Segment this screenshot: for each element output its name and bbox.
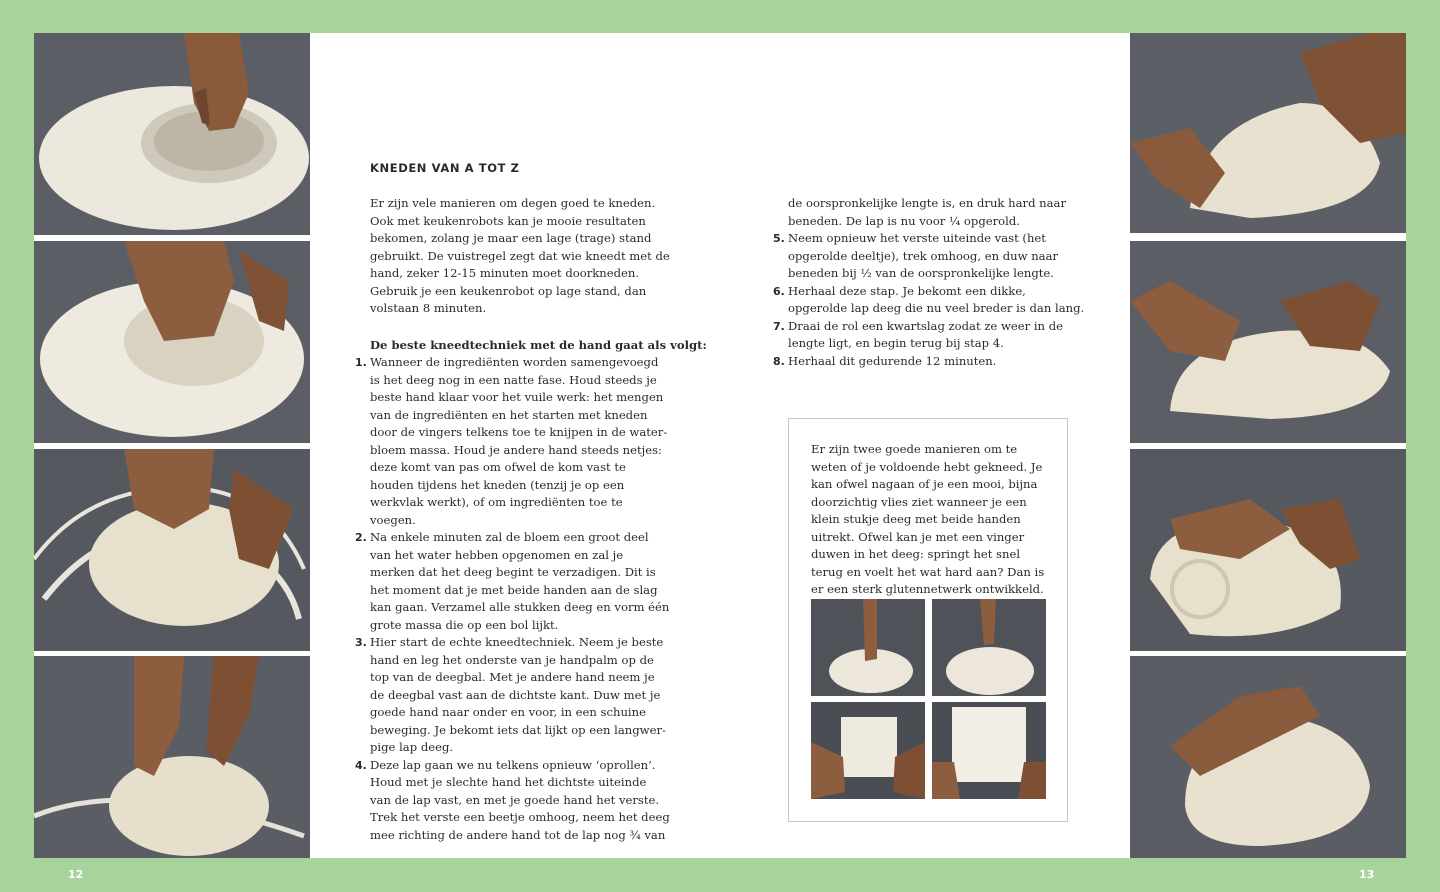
step-number: 6.	[773, 284, 785, 298]
step-text: Herhaal deze stap. Je bekomt een dikke, opgerolde lap deeg die nu veel breder is dan lang.	[788, 283, 1085, 315]
photo-mixing-flour	[34, 241, 310, 443]
intro-paragraph: Er zijn vele manieren om degen goed te kneden. Ook met keukenrobots kan je mooie resultaten bekomen, zolang je maar een lage (trage) stand gebruikt. De vuistregel zegt dat wie kneedt met de hand, zeker 12-15 minuten moet doorkneden. Gebruik je een keukenrobot op lage stand, dan volstaan 8 minuten.	[370, 196, 670, 315]
step-item	[773, 230, 1088, 283]
tip-photo-dough-spring	[932, 599, 1046, 696]
photo-shaggy-dough	[34, 449, 310, 651]
step-text: Herhaal dit gedurende 12 minuten.	[788, 353, 997, 368]
step-item	[773, 353, 1088, 371]
step-item	[355, 529, 670, 634]
step-item	[355, 757, 670, 845]
step-number: 2.	[355, 531, 367, 544]
step-number: 5.	[773, 232, 785, 245]
technique-subheading: De beste kneedtechniek met de hand gaat als volgt:	[370, 338, 707, 352]
step-number: 8.	[773, 354, 785, 368]
step-text: Neem opnieuw het verste uiteinde vast (het opgerolde deeltje), trek omhoog, en duw naar beneden bij ½ van de oorspronkelijke lengte.	[788, 231, 1059, 280]
step-number: 3.	[355, 636, 367, 649]
article-heading: KNEDEN VAN A TOT Z	[370, 161, 520, 175]
tip-photo-finger-press	[811, 599, 925, 696]
step-number: 4.	[355, 758, 367, 772]
step-text: Wanneer de ingrediënten worden samengevoegd is het deeg nog in een natte fase. Houd steeds je beste hand klaar voor het vuile werk: het mengen van de ingrediënten en het starten met kneden door de vingers telkens toe te knijpen in de water-bloem massa. Houd je andere hand steeds netjes: deze komt van pas om ofwel de kom vast te houden tijdens het kneden (tenzij je op een werkvlak werkt), of om ingrediënten toe te voegen.	[370, 355, 668, 527]
photo-gathering-dough	[34, 656, 310, 858]
photo-pushing-dough	[1130, 33, 1406, 233]
page-number-left: 12	[68, 868, 84, 881]
step-text: Deze lap gaan we nu telkens opnieuw ‘oprollen’. Houd met je slechte hand het dichtste uiteinde van de lap vast, en met je goede hand het verste. Trek het verste een beetje omhoog, neem het deeg mee richting de andere hand tot de lap nog ¾ van	[370, 757, 670, 842]
photo-dough-ball	[1130, 656, 1406, 858]
photo-folding-dough	[1130, 241, 1406, 443]
step-item	[355, 634, 670, 757]
right-photo-column	[1130, 33, 1406, 858]
step-item	[773, 283, 1088, 318]
photo-flour-well	[34, 33, 310, 235]
steps-list-column-2	[773, 230, 1088, 370]
tip-photo-stretch	[811, 702, 925, 799]
step-number: 7.	[773, 319, 785, 333]
steps-list-column-1	[355, 354, 670, 844]
left-photo-column	[34, 33, 310, 858]
step-item	[773, 318, 1088, 353]
step-text: Na enkele minuten zal de bloem een groot deel van het water hebben opgenomen en zal je merken dat het deeg begint te verzadigen. Dit is het moment dat je met beide handen aan de slag kan gaan. Verzamel alle stukken deeg en vorm één grote massa die op een bol lijkt.	[370, 530, 670, 632]
page-number-right: 13	[1359, 868, 1375, 881]
step-text: Hier start de echte kneedtechniek. Neem je beste hand en leg het onderste van je handpalm op de top van de deegbal. Met je andere hand neem je de deegbal vast aan de dichtste kant. Duw met je goede hand naar onder en voor, in een schuine beweging. Je bekomt iets dat lijkt op een langwer-pige lap deeg.	[370, 635, 666, 754]
photo-rolling-dough	[1130, 449, 1406, 651]
step-number: 1.	[355, 356, 367, 369]
step-item	[355, 354, 670, 529]
tip-box	[788, 418, 1068, 822]
tip-photo-windowpane	[932, 702, 1046, 799]
step-4-continued: de oorspronkelijke lengte is, en druk hard naar beneden. De lap is nu voor ¼ opgerold.	[788, 196, 1067, 228]
step-text: Draai de rol een kwartslag zodat ze weer in de lengte ligt, en begin terug bij stap 4.	[788, 318, 1063, 350]
tip-text: Er zijn twee goede manieren om te weten of je voldoende hebt gekneed. Je kan ofwel nagaan of je een mooi, bijna doorzichtig vlies ziet wanneer je een klein stukje deeg met beide handen uitrekt. Ofwel kan je met een vinger duwen in het deeg: springt het snel terug en voelt het wat hard aan? Dan is er een sterk glutennetwerk ontwikkeld.	[811, 442, 1045, 596]
